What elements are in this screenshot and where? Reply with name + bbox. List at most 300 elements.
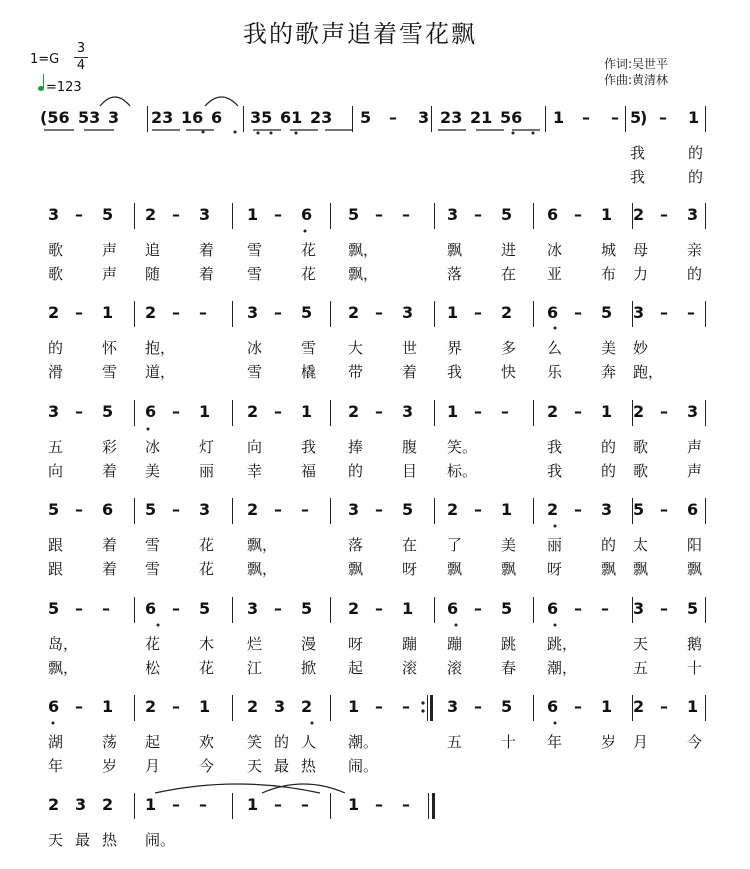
note-group: 21 — [470, 108, 493, 127]
note-group: 3 — [199, 500, 211, 519]
note-group: 6 — [145, 402, 157, 421]
note-group: – — [474, 500, 482, 519]
lyric-syllable: 捧 — [348, 438, 364, 456]
lyric-syllable: 蹦 — [447, 635, 463, 653]
lyric-syllable: 滚 — [447, 659, 463, 677]
lyric-syllable: 美 — [501, 536, 517, 554]
note-group: – — [274, 599, 282, 618]
lyric-syllable: 的 — [274, 733, 290, 751]
note-group: 2 — [348, 402, 360, 421]
lyric-syllable: 呀 — [348, 635, 364, 653]
lyric-syllable: 潮， — [547, 659, 578, 677]
note-group: 1 — [247, 795, 259, 814]
note-group: 2 — [547, 500, 559, 519]
lyric-syllable: 雪 — [301, 339, 317, 357]
note-group: – — [402, 205, 410, 224]
note-group: 2 — [145, 303, 157, 322]
octave-dot — [304, 230, 307, 233]
note-group: 23 — [310, 108, 333, 127]
note-group: 5 — [145, 500, 157, 519]
lyric-syllable: 鹅 — [687, 635, 703, 653]
repeat-dot — [421, 709, 424, 712]
lyric-syllable: 呀 — [402, 560, 418, 578]
note-group: – — [172, 599, 180, 618]
lyric-syllable: 湖 — [48, 733, 64, 751]
lyric-syllable: 怀 — [102, 339, 118, 357]
octave-dot — [311, 722, 314, 725]
octave-dot — [234, 131, 237, 134]
note-group: – — [375, 500, 383, 519]
note-group: – — [274, 205, 282, 224]
lyric-syllable: 飘 — [601, 560, 617, 578]
lyric-syllable: 跳， — [547, 635, 578, 653]
octave-dot — [270, 132, 273, 135]
lyric-syllable: 了 — [447, 536, 463, 554]
lyric-syllable: 今 — [199, 757, 215, 775]
note-group: 23 — [440, 108, 463, 127]
lyric-syllable: 冰 — [247, 339, 263, 357]
note-group: 2 — [501, 303, 513, 322]
note-group: 3 — [274, 697, 286, 716]
lyric-syllable: 最 — [274, 757, 290, 775]
note-group: 3 — [348, 500, 360, 519]
lyric-syllable: 滑 — [48, 363, 64, 381]
note-group: 1 — [348, 795, 360, 814]
note-group: – — [474, 599, 482, 618]
note-group: 2 — [547, 402, 559, 421]
octave-dot — [157, 624, 160, 627]
note-group: 2 — [633, 697, 645, 716]
lyric-syllable: 声 — [102, 241, 118, 259]
note-group: 5 — [48, 500, 60, 519]
octave-dot — [512, 132, 515, 135]
lyric-syllable: 道， — [145, 363, 176, 381]
note-group: 3 — [601, 500, 613, 519]
lyric-syllable: 热 — [102, 831, 118, 849]
lyric-syllable: 歌 — [633, 462, 649, 480]
note-group: – — [199, 795, 207, 814]
note-group: 5 — [402, 500, 414, 519]
lyric-syllable: 雪 — [247, 363, 263, 381]
lyric-syllable: 阳 — [687, 536, 703, 554]
song-title: 我的歌声追着雪花飘 — [243, 20, 477, 48]
lyric-syllable: 带 — [348, 363, 364, 381]
lyric-syllable: 我 — [301, 438, 317, 456]
lyric-syllable: 界 — [447, 339, 463, 357]
note-group: 2 — [348, 303, 360, 322]
lyric-syllable: 着 — [102, 536, 118, 554]
lyric-syllable: 歌 — [48, 265, 64, 283]
note-group: – — [375, 599, 383, 618]
lyric-syllable: 声 — [687, 438, 703, 456]
note-group: 3 — [633, 599, 645, 618]
note-group: – — [274, 795, 282, 814]
octave-dot — [455, 624, 458, 627]
lyric-syllable: 我 — [630, 144, 646, 162]
octave-dot — [202, 131, 205, 134]
lyric-syllable: 闹。 — [348, 757, 379, 775]
lyric-syllable: 的 — [601, 536, 617, 554]
note-group: 5 — [633, 500, 645, 519]
lyric-syllable: 五 — [633, 659, 649, 677]
note-group: (56 — [40, 108, 70, 127]
octave-dot — [295, 132, 298, 135]
lyric-syllable: 随 — [145, 265, 161, 283]
octave-dot — [554, 525, 557, 528]
lyric-syllable: 多 — [501, 339, 517, 357]
note-group: – — [274, 303, 282, 322]
lyric-syllable: 快 — [501, 363, 517, 381]
lyric-syllable: 力 — [633, 265, 649, 283]
lyricist: 作词:吴世平 — [604, 57, 669, 71]
note-group: 2 — [145, 697, 157, 716]
lyric-syllable: 目 — [402, 462, 418, 480]
lyric-syllable: 向 — [247, 438, 263, 456]
lyric-syllable: 飘 — [447, 241, 463, 259]
lyric-syllable: 雪 — [145, 536, 161, 554]
lyric-syllable: 跑， — [633, 363, 664, 381]
note-group: 3 — [418, 108, 430, 127]
lyric-syllable: 落 — [447, 265, 463, 283]
note-group: 5 — [102, 402, 114, 421]
lyric-syllable: 着 — [199, 241, 215, 259]
lyric-syllable: 天 — [633, 635, 649, 653]
note-group: 3 — [199, 205, 211, 224]
octave-dot — [532, 132, 535, 135]
lyric-syllable: 飘 — [348, 560, 364, 578]
lyric-syllable: 人 — [301, 733, 317, 751]
note-group: 2 — [633, 402, 645, 421]
note-group: 1 — [501, 500, 513, 519]
note-group: 2 — [48, 303, 60, 322]
lyric-syllable: 着 — [102, 560, 118, 578]
note-group: – — [574, 500, 582, 519]
note-group: 2 — [247, 697, 259, 716]
lyric-syllable: 五 — [48, 438, 64, 456]
lyric-syllable: 雪 — [247, 265, 263, 283]
lyric-syllable: 热 — [301, 757, 317, 775]
lyric-syllable: 十 — [501, 733, 517, 751]
lyric-syllable: 的 — [348, 462, 364, 480]
time-signature-top: 3 — [76, 41, 86, 56]
lyric-syllable: 欢 — [199, 733, 215, 751]
lyric-syllable: 亲 — [687, 241, 703, 259]
note-group: – — [172, 402, 180, 421]
lyric-syllable: 布 — [601, 265, 617, 283]
lyric-syllable: 今 — [687, 733, 703, 751]
lyric-syllable: 飘， — [247, 536, 278, 554]
lyric-syllable: 潮。 — [348, 733, 379, 751]
lyric-syllable: 歌 — [633, 438, 649, 456]
note-group: – — [172, 303, 180, 322]
note-group: – — [75, 402, 83, 421]
note-group: 6 — [547, 697, 559, 716]
octave-dot — [554, 327, 557, 330]
note-group: – — [375, 205, 383, 224]
note-group: 2 — [247, 402, 259, 421]
note-group: 1 — [601, 402, 613, 421]
note-group: 3 — [447, 697, 459, 716]
note-group: 3 — [633, 303, 645, 322]
note-group: – — [574, 205, 582, 224]
note-group: 2 — [348, 599, 360, 618]
lyric-syllable: 跟 — [48, 536, 64, 554]
note-group: – — [660, 697, 668, 716]
note-group: 5 — [48, 599, 60, 618]
note-group: – — [102, 599, 110, 618]
lyric-syllable: 声 — [102, 265, 118, 283]
note-group: 1 — [102, 303, 114, 322]
note-group: 5 — [301, 599, 313, 618]
lyric-syllable: 腹 — [402, 438, 418, 456]
note-group: – — [402, 795, 410, 814]
lyric-syllable: 大 — [348, 339, 364, 357]
note-group: 35 — [250, 108, 273, 127]
lyric-syllable: 飘， — [348, 241, 379, 259]
note-group: 1 — [199, 402, 211, 421]
note-group: 3 — [687, 205, 699, 224]
note-group: – — [274, 500, 282, 519]
key-signature: 1=G — [30, 52, 60, 67]
lyric-syllable: 烂 — [247, 635, 263, 653]
lyric-syllable: 十 — [687, 659, 703, 677]
lyric-syllable: 追 — [145, 241, 161, 259]
lyric-syllable: 江 — [247, 659, 263, 677]
note-group: – — [301, 500, 309, 519]
repeat-bar-line — [430, 695, 433, 721]
note-group: 3 — [48, 205, 60, 224]
note-group: 61 — [280, 108, 303, 127]
lyric-syllable: 天 — [48, 831, 64, 849]
composer: 作曲:黄清林 — [604, 73, 669, 87]
lyric-syllable: 我 — [630, 168, 646, 186]
tie-arc — [205, 97, 238, 106]
lyric-syllable: 我 — [547, 462, 563, 480]
octave-dot — [554, 624, 557, 627]
lyric-syllable: 冰 — [145, 438, 161, 456]
lyric-syllable: 呀 — [547, 560, 563, 578]
lyric-syllable: 春 — [501, 659, 517, 677]
note-group: – — [660, 402, 668, 421]
lyric-syllable: 歌 — [48, 241, 64, 259]
lyric-syllable: 滚 — [402, 659, 418, 677]
lyric-syllable: 飘， — [48, 659, 79, 677]
lyric-syllable: 亚 — [547, 265, 563, 283]
note-group: 3 — [402, 402, 414, 421]
note-group: 1 — [447, 402, 459, 421]
note-group: 3 — [247, 599, 259, 618]
note-group: – — [375, 303, 383, 322]
note-group: 1 — [348, 697, 360, 716]
note-group: 6 — [145, 599, 157, 618]
note-group: 1 — [687, 697, 699, 716]
note-group: – — [660, 500, 668, 519]
lyric-syllable: 奔 — [601, 363, 617, 381]
note-group: 56 — [500, 108, 523, 127]
lyric-syllable: 妙 — [633, 339, 649, 357]
tie-arc — [100, 97, 130, 106]
note-group: 5 — [501, 205, 513, 224]
note-group: 2 — [102, 795, 114, 814]
note-group: 6 — [102, 500, 114, 519]
note-group: 6 — [447, 599, 459, 618]
lyric-syllable: 五 — [447, 733, 463, 751]
lyric-syllable: 起 — [348, 659, 364, 677]
lyric-syllable: 月 — [633, 733, 649, 751]
lyric-syllable: 岁 — [102, 757, 118, 775]
lyric-syllable: 我 — [547, 438, 563, 456]
lyric-syllable: 飘 — [447, 560, 463, 578]
note-group: 1 — [688, 108, 700, 127]
lyric-syllable: 岁 — [601, 733, 617, 751]
lyric-syllable: 掀 — [301, 659, 317, 677]
lyric-syllable: 的 — [601, 462, 617, 480]
note-group: 3 — [75, 795, 87, 814]
note-group: 1 — [102, 697, 114, 716]
lyric-syllable: 的 — [688, 144, 704, 162]
note-group: 3 — [687, 402, 699, 421]
lyric-syllable: 抱， — [145, 339, 176, 357]
note-group: – — [172, 697, 180, 716]
note-group: – — [375, 402, 383, 421]
note-group: 5 — [199, 599, 211, 618]
note-group: 5 — [601, 303, 613, 322]
lyric-syllable: 起 — [145, 733, 161, 751]
lyric-syllable: 蹦 — [402, 635, 418, 653]
note-group: 1 — [301, 402, 313, 421]
note-group: – — [75, 599, 83, 618]
lyric-syllable: 跟 — [48, 560, 64, 578]
note-group: – — [660, 599, 668, 618]
lyric-syllable: 木 — [199, 635, 215, 653]
lyric-syllable: 雪 — [145, 560, 161, 578]
note-group: – — [75, 205, 83, 224]
note-group: – — [601, 599, 609, 618]
note-group: 6 — [211, 108, 223, 127]
lyric-syllable: 雪 — [247, 241, 263, 259]
lyric-syllable: 天 — [247, 757, 263, 775]
note-group: 3 — [447, 205, 459, 224]
note-group: 6 — [301, 205, 313, 224]
note-group: 1 — [402, 599, 414, 618]
lyric-syllable: 飘， — [247, 560, 278, 578]
note-group: – — [375, 795, 383, 814]
lyric-syllable: 跳 — [501, 635, 517, 653]
lyric-syllable: 漫 — [301, 635, 317, 653]
note-group: 3 — [247, 303, 259, 322]
lyric-syllable: 年 — [547, 733, 563, 751]
note-group: 6 — [687, 500, 699, 519]
octave-dot — [554, 722, 557, 725]
note-group: – — [474, 697, 482, 716]
note-group: 1 — [601, 697, 613, 716]
lyric-syllable: 我 — [447, 363, 463, 381]
lyric-syllable: 飘， — [348, 265, 379, 283]
note-group: – — [172, 205, 180, 224]
lyric-syllable: 乐 — [547, 363, 563, 381]
lyric-syllable: 城 — [601, 241, 617, 259]
lyric-syllable: 在 — [501, 265, 517, 283]
note-group: – — [574, 697, 582, 716]
lyric-syllable: 闹。 — [145, 831, 176, 849]
note-group: – — [574, 402, 582, 421]
lyric-syllable: 幸 — [247, 462, 263, 480]
note-group: 6 — [547, 303, 559, 322]
note-group: 1 — [247, 205, 259, 224]
note-group: – — [75, 303, 83, 322]
lyric-syllable: 花 — [199, 536, 215, 554]
time-signature-bottom: 4 — [76, 58, 86, 73]
note-group: 5 — [687, 599, 699, 618]
lyric-syllable: 年 — [48, 757, 64, 775]
note-group: 1 — [553, 108, 565, 127]
note-group: 5 — [102, 205, 114, 224]
note-group: – — [501, 402, 509, 421]
lyric-syllable: 丽 — [199, 462, 215, 480]
lyric-syllable: 松 — [145, 659, 161, 677]
note-group: 2 — [48, 795, 60, 814]
note-group: – — [75, 500, 83, 519]
note-group: 53 — [78, 108, 101, 127]
note-group: 2 — [247, 500, 259, 519]
note-group: 2 — [301, 697, 313, 716]
note-group: 5 — [360, 108, 372, 127]
note-group: – — [582, 108, 590, 127]
note-group: – — [274, 402, 282, 421]
lyric-syllable: 进 — [501, 241, 517, 259]
note-group: – — [402, 697, 410, 716]
octave-dot — [52, 722, 55, 725]
note-group: 5 — [501, 599, 513, 618]
note-group: – — [611, 108, 619, 127]
note-group: 3 — [108, 108, 120, 127]
lyric-syllable: 最 — [75, 831, 91, 849]
lyric-syllable: 橇 — [301, 363, 317, 381]
tie-arc — [155, 784, 320, 793]
note-group: – — [301, 795, 309, 814]
note-group: – — [375, 697, 383, 716]
lyric-syllable: 飘 — [633, 560, 649, 578]
note-group: 6 — [547, 599, 559, 618]
note-group: 6 — [547, 205, 559, 224]
lyric-syllable: 灯 — [199, 438, 215, 456]
note-group: 1 — [199, 697, 211, 716]
note-group: – — [172, 500, 180, 519]
note-group: – — [660, 303, 668, 322]
note-group: 1 — [447, 303, 459, 322]
lyric-syllable: 着 — [199, 265, 215, 283]
lyric-syllable: 在 — [402, 536, 418, 554]
lyric-syllable: 落 — [348, 536, 364, 554]
note-group: 5 — [630, 108, 642, 127]
note-group: – — [659, 108, 667, 127]
note-group: – — [574, 303, 582, 322]
note-group: ) — [640, 108, 648, 127]
lyric-syllable: 花 — [301, 265, 317, 283]
note-group: 2 — [447, 500, 459, 519]
octave-dot — [147, 428, 150, 431]
lyric-syllable: 着 — [102, 462, 118, 480]
repeat-dot — [421, 701, 424, 704]
lyric-syllable: 的 — [688, 168, 704, 186]
note-group: – — [172, 795, 180, 814]
lyric-syllable: 的 — [48, 339, 64, 357]
lyric-syllable: 的 — [687, 265, 703, 283]
lyric-syllable: 的 — [601, 438, 617, 456]
lyric-syllable: 福 — [301, 462, 317, 480]
lyric-syllable: 月 — [145, 757, 161, 775]
lyric-syllable: 笑。 — [447, 438, 478, 456]
